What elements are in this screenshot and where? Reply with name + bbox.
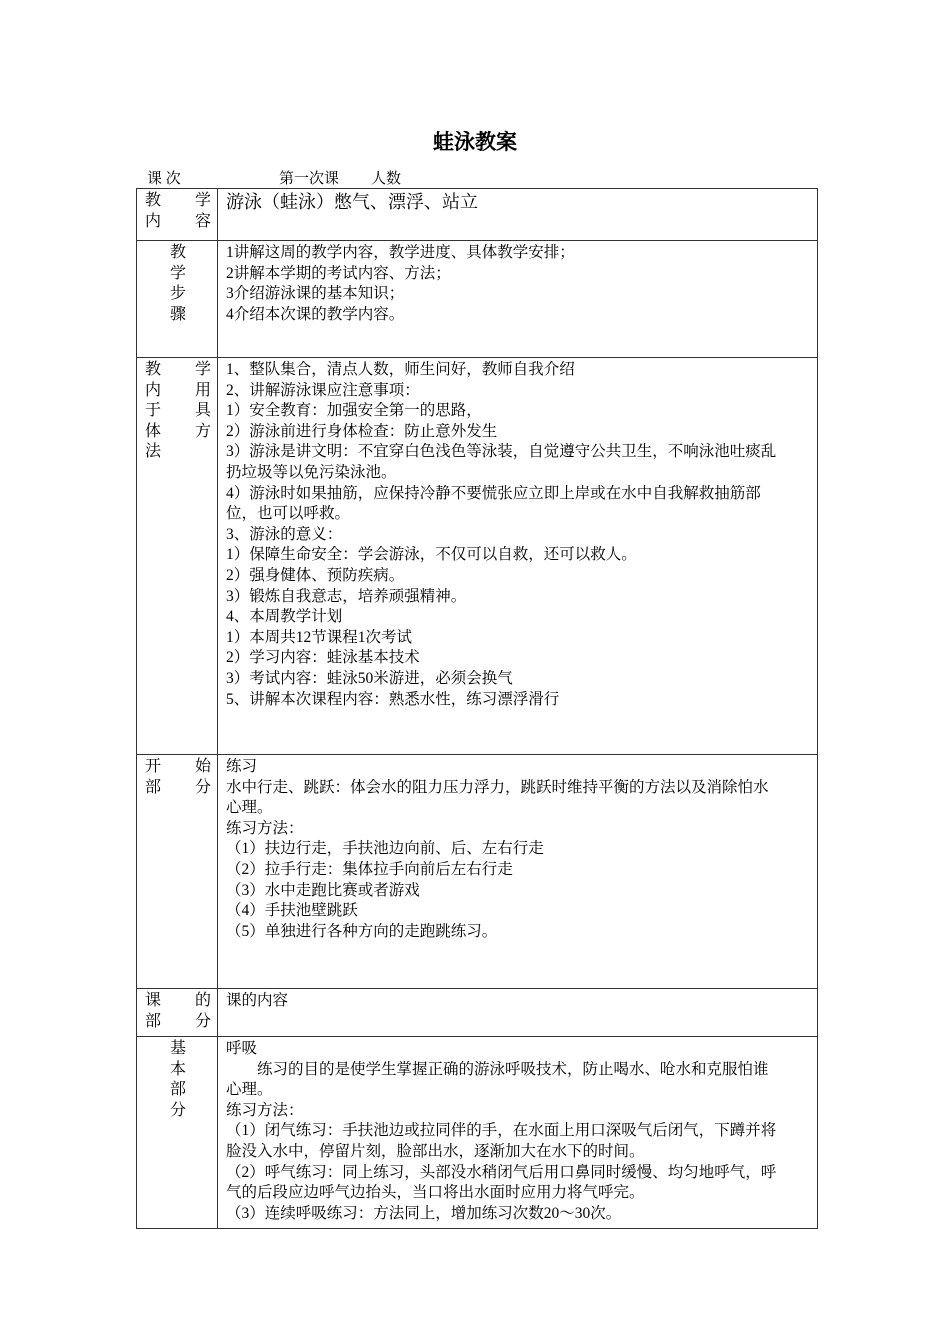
content-line: 4、本周教学计划 bbox=[226, 608, 343, 626]
content-line: （2）拉手行走：集体拉手向前后左右行走 bbox=[226, 860, 513, 878]
content-line: 脸没入水中，停留片刻，脸部出水，逐渐加大在水下的时间。 bbox=[226, 1142, 645, 1160]
content-line: 练习的目的是使学生掌握正确的游泳呼吸技术，防止喝水、呛水和克服怕谁 bbox=[226, 1060, 769, 1078]
content-line: 心理。 bbox=[226, 799, 273, 817]
content-line: 2）学习内容：蛙泳基本技术 bbox=[226, 649, 420, 667]
row-content bbox=[218, 1037, 818, 1229]
label-line: 基 bbox=[169, 1040, 186, 1057]
content-line: 1讲解这周的教学内容，教学进度、具体教学安排； bbox=[226, 244, 575, 261]
label-line: 教 学 bbox=[145, 361, 211, 378]
content-line: （3）水中走跑比赛或者游戏 bbox=[226, 881, 420, 899]
content-line: （1）扶边行走，手扶池边向前、后、左右行走 bbox=[226, 840, 544, 858]
document-title: 蛙泳教案 bbox=[433, 130, 517, 154]
content-line: 1）本周共12节课程1次考试 bbox=[226, 628, 413, 646]
content-line: 3介绍游泳课的基本知识； bbox=[226, 285, 405, 303]
content-line: 水中行走、跳跃：体会水的阻力压力浮力，跳跃时维持平衡的方法以及消除怕水 bbox=[226, 778, 769, 796]
row-label bbox=[137, 241, 218, 358]
lesson-plan-table bbox=[136, 188, 818, 1229]
row-teaching-steps bbox=[137, 241, 818, 358]
content-line: （4）手扶池壁跳跃 bbox=[226, 902, 358, 920]
content-line: 1、整队集合，清点人数，师生问好，教师自我介绍 bbox=[226, 361, 575, 378]
content-line: 2）强身健体、预防疾病。 bbox=[226, 566, 405, 584]
row-lesson-section bbox=[137, 989, 818, 1037]
label-line: 本 bbox=[169, 1060, 186, 1078]
row-label bbox=[137, 189, 218, 241]
label-line: 体 方 bbox=[145, 422, 211, 440]
content-line: 1）保障生命安全：学会游泳，不仅可以自救，还可以救人。 bbox=[226, 546, 637, 564]
row-content bbox=[218, 989, 818, 1037]
label-line: 分 bbox=[169, 1101, 186, 1119]
content-line: （1）闭气练习：手扶池边或拉同伴的手，在水面上用口深吸气后闭气，下蹲并将 bbox=[226, 1122, 777, 1140]
label-line: 学 bbox=[169, 264, 186, 282]
label-line: 课 的 bbox=[145, 992, 211, 1009]
row-label bbox=[137, 989, 218, 1037]
row-basic-section bbox=[137, 1037, 818, 1229]
label-line: 内 用 bbox=[145, 381, 211, 399]
label-line: 开 始 bbox=[145, 758, 211, 775]
label-line: 部分 bbox=[145, 1012, 211, 1030]
content-line: （2）呼气练习：同上练习，头部没水稍闭气后用口鼻同时缓慢、均匀地呼气，呼 bbox=[226, 1163, 777, 1181]
label-line: 法 bbox=[145, 443, 162, 461]
label-line: 部 bbox=[169, 1081, 186, 1099]
label-line: 步 bbox=[169, 285, 186, 303]
row-teaching-methods bbox=[137, 358, 818, 755]
label-line: 内容 bbox=[145, 212, 211, 230]
content-line: 3、游泳的意义： bbox=[226, 525, 343, 543]
content-line: 3）考试内容：蛙泳50米游进，必须会换气 bbox=[226, 669, 513, 687]
content-line: （3）连续呼吸练习：方法同上，增加练习次数20～30次。 bbox=[226, 1204, 622, 1222]
content-line: 4介绍本次课的教学内容。 bbox=[226, 305, 405, 323]
label-line: 于 具 bbox=[145, 402, 211, 420]
label-line: 教 学 bbox=[145, 192, 211, 209]
content-line: 气的后段应边呼气边抬头，当口将出水面时应用力将气呼完。 bbox=[226, 1184, 645, 1202]
row-content bbox=[218, 241, 818, 358]
content-line: 4）游泳时如果抽筋，应保持冷静不要慌张应立即上岸或在水中自我解救抽筋部 bbox=[226, 484, 761, 502]
row-label bbox=[137, 1037, 218, 1229]
lesson-value: 第一次课 bbox=[279, 171, 340, 187]
content-line: 心理。 bbox=[226, 1081, 273, 1099]
content-line: 课的内容 bbox=[226, 992, 289, 1009]
lesson-label: 课 次 bbox=[147, 171, 181, 187]
row-content bbox=[218, 358, 818, 755]
label-line: 骤 bbox=[169, 305, 186, 323]
content-line: 练习方法： bbox=[226, 819, 304, 837]
content-line: 扔垃圾等以免污染泳池。 bbox=[226, 463, 397, 481]
content-line: 3）游泳是讲文明：不宜穿白色浅色等泳装，自觉遵守公共卫生，不响泳池吐痰乱 bbox=[226, 443, 777, 461]
content-line: 2讲解本学期的考试内容、方法； bbox=[226, 264, 451, 282]
label-line: 教 bbox=[169, 244, 186, 261]
content-line: （5）单独进行各种方向的走跑跳练习。 bbox=[226, 922, 498, 940]
content-line: 1）安全教育：加强安全第一的思路， bbox=[226, 402, 482, 420]
label-line: 部分 bbox=[145, 778, 211, 796]
content-line: 练习方法： bbox=[226, 1101, 304, 1119]
row-label bbox=[137, 755, 218, 989]
count-label: 人数 bbox=[371, 171, 402, 187]
row-content bbox=[218, 755, 818, 989]
row-content bbox=[218, 189, 818, 241]
content-line: 练习 bbox=[226, 758, 258, 775]
content-line: 3）锻炼自我意志，培养顽强精神。 bbox=[226, 587, 467, 605]
content-line: 呼吸 bbox=[226, 1040, 258, 1057]
content-line: 2）游泳前进行身体检查：防止意外发生 bbox=[226, 422, 498, 440]
content-line: 5、讲解本次课程内容：熟悉水性，练习漂浮滑行 bbox=[226, 690, 560, 708]
content-line: 位，也可以呼救。 bbox=[226, 505, 351, 523]
row-teaching-content bbox=[137, 189, 818, 241]
row-label bbox=[137, 358, 218, 755]
content-line: 游泳（蛙泳）憋气、漂浮、站立 bbox=[226, 192, 478, 212]
row-opening-section bbox=[137, 755, 818, 989]
content-line: 2、讲解游泳课应注意事项： bbox=[226, 381, 420, 399]
